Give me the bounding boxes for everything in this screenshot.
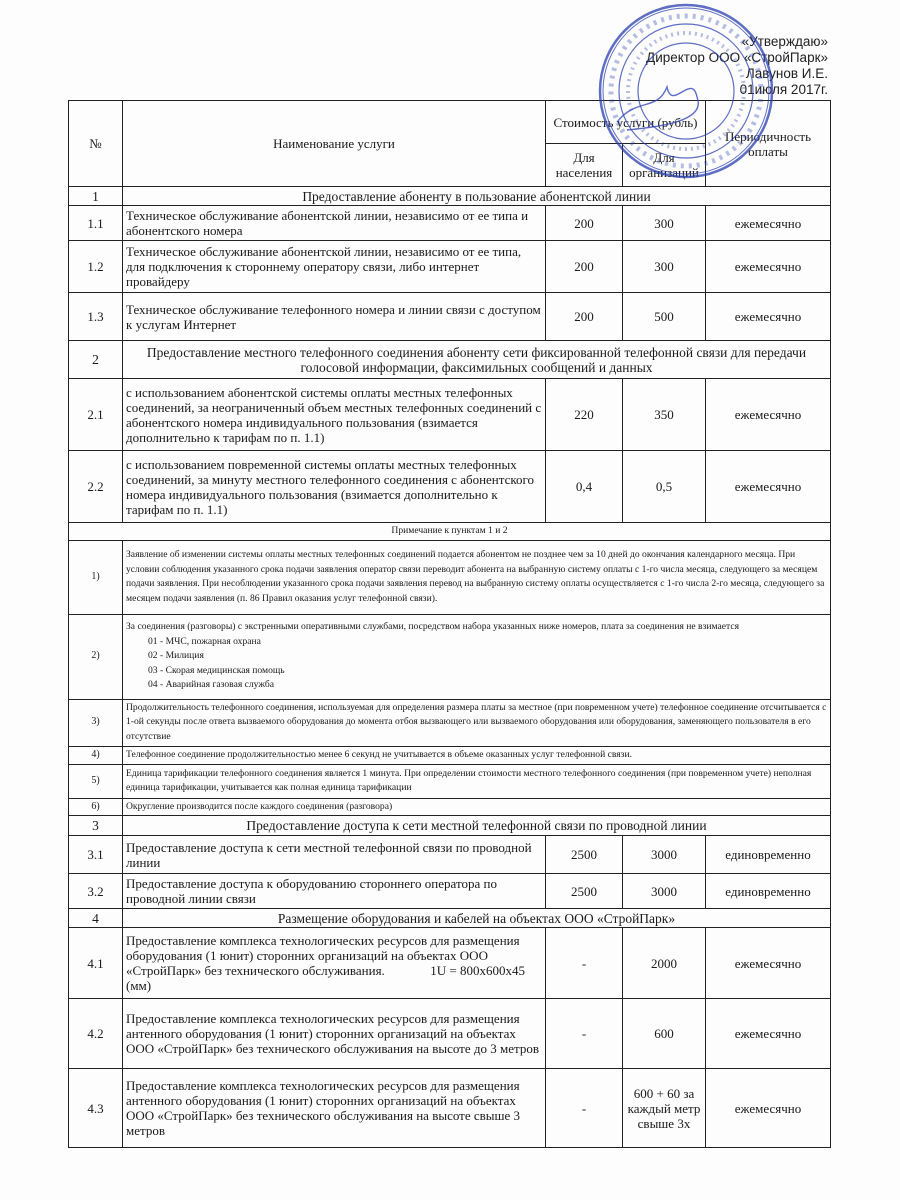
row-period: ежемесячно [706, 293, 831, 341]
table-row [69, 1069, 831, 1148]
emergency-number: 01 - МЧС, пожарная охрана [148, 635, 261, 647]
row-name: с использованием абонентской системы оплаты местных телефонных соединений, за неограниченный объем местных телефонных соединений с абонентского номера индивидуального пользования (взимается дополнительно к тарифам по п. 1.1) [123, 379, 546, 451]
note-text: Единица тарификации телефонного соединения является 1 минута. При определении стоимости местного телефонного соединения (при повременном учете) неполная единица тарификации, учитывается как полная единица тарификации [123, 764, 831, 798]
emergency-number: 03 - Скорая медицинская помощь [148, 664, 285, 676]
row-num: 3.1 [69, 836, 123, 874]
table-row [69, 206, 831, 241]
table-row [69, 451, 831, 523]
row-num: 4.3 [69, 1069, 123, 1148]
row-pop: 0,4 [546, 451, 623, 523]
section-row [69, 816, 831, 836]
header-period: Периодичность оплаты [706, 101, 831, 187]
row-period: ежемесячно [706, 206, 831, 241]
row-name: Техническое обслуживание абонентской линии, независимо от ее типа и абонентского номера [123, 206, 546, 241]
note-num: 5) [69, 764, 123, 798]
note-row [69, 540, 831, 614]
row-org: 3000 [623, 874, 706, 909]
note-text: Округление производится после каждого соединения (разговора) [123, 798, 831, 816]
row-pop: - [546, 1069, 623, 1148]
row-org: 600 + 60 за каждый метр свыше 3х [623, 1069, 706, 1148]
row-name: Техническое обслуживание телефонного номера и линии связи с доступом к услугам Интернет [123, 293, 546, 341]
row-num: 2.2 [69, 451, 123, 523]
note-text: Телефонное соединение продолжительностью менее 6 секунд не учитывается в объеме оказанных услуг телефонной связи. [123, 746, 831, 764]
section-row [69, 909, 831, 928]
note-row [69, 614, 831, 699]
row-pop: 2500 [546, 874, 623, 909]
row-period: ежемесячно [706, 928, 831, 999]
row-org: 600 [623, 999, 706, 1069]
approval-line: Директор ООО «СтройПарк» [646, 50, 828, 65]
row-name: Предоставление комплекса технологических ресурсов для размещения антенного оборудования (1 юнит) сторонних организаций на объектах ООО «СтройПарк» без технического обслуживания на высоте до 3 метров [123, 999, 546, 1069]
row-num: 4.1 [69, 928, 123, 999]
header-cost: Стоимость услуги (рубль) [546, 101, 706, 144]
row-pop: - [546, 999, 623, 1069]
row-org: 0,5 [623, 451, 706, 523]
table-row [69, 836, 831, 874]
row-org: 3000 [623, 836, 706, 874]
note-text: Заявление об изменении системы оплаты местных телефонных соединений подается абонентом не позднее чем за 10 дней до окончания календарного месяца. При условии соблюдения указанного срока подачи заявления оператор связи переводит абонента на выбранную систему оплаты с 1-го числа месяца, следующего за месяцем подачи заявления. При несоблюдении указанного срока подачи заявления перевод на выбранную систему оплаты осуществляется с 1-го числа 2-го месяца, следующего за месяцем подачи заявления (п. 86 Правил оказания услуг телефонной связи). [123, 540, 831, 614]
section-num: 4 [69, 909, 123, 928]
note-row [69, 746, 831, 764]
note-text [123, 614, 831, 699]
table-row [69, 293, 831, 341]
row-name: Предоставление доступа к оборудованию стороннего оператора по проводной линии связи [123, 874, 546, 909]
table-row [69, 379, 831, 451]
row-num: 3.2 [69, 874, 123, 909]
approval-line: 01июля 2017г. [739, 82, 828, 97]
row-name: Предоставление комплекса технологических ресурсов для размещения оборудования (1 юнит) сторонних организаций на объектах ООО «СтройПарк» без технического обслуживания. 1U = 800х600х45 (мм) [123, 928, 546, 999]
note-row [69, 764, 831, 798]
row-name: Техническое обслуживание абонентской линии, независимо от ее типа, для подключения к стороннему оператору связи, либо интернет провайдеру [123, 241, 546, 293]
row-period: ежемесячно [706, 1069, 831, 1148]
table-row [69, 874, 831, 909]
note-row [69, 699, 831, 746]
note-num: 3) [69, 699, 123, 746]
row-org: 500 [623, 293, 706, 341]
row-num: 1.2 [69, 241, 123, 293]
row-num: 4.2 [69, 999, 123, 1069]
section-row [69, 341, 831, 379]
row-name: Предоставление комплекса технологических ресурсов для размещения антенного оборудования (1 юнит) сторонних организаций на объектах ООО «СтройПарк» без технического обслуживания на высоте свыше 3 метров [123, 1069, 546, 1148]
note-row [69, 798, 831, 816]
notes-title: Примечание к пунктам 1 и 2 [69, 523, 831, 541]
row-name: с использованием повременной системы оплаты местных телефонных соединений, за минуту местного телефонного соединения с абонентского номера индивидуального пользования (взимается дополнительно к тарифам по п. 1.1) [123, 451, 546, 523]
emergency-number: 02 - Милиция [148, 650, 204, 662]
section-title: Предоставление местного телефонного соединения абоненту сети фиксированной телефонной связи для передачи голосовой информации, факсимильных сообщений и данных [123, 341, 831, 379]
header-name: Наименование услуги [123, 101, 546, 187]
section-title: Предоставление абоненту в пользование абонентской линии [123, 187, 831, 206]
row-pop: - [546, 928, 623, 999]
approval-block [646, 34, 828, 98]
section-num: 2 [69, 341, 123, 379]
row-period: ежемесячно [706, 379, 831, 451]
note-text-main: За соединения (разговоры) с экстренными оперативными службами, посредством набора указанных ниже номеров, плата за соединения не взимается [126, 621, 740, 633]
row-pop: 220 [546, 379, 623, 451]
tariff-table [68, 100, 831, 1148]
row-period: ежемесячно [706, 451, 831, 523]
row-name: Предоставление доступа к сети местной телефонной связи по проводной линии [123, 836, 546, 874]
note-num: 1) [69, 540, 123, 614]
note-num: 4) [69, 746, 123, 764]
row-num: 1.1 [69, 206, 123, 241]
table-row [69, 999, 831, 1069]
row-org: 350 [623, 379, 706, 451]
row-num: 2.1 [69, 379, 123, 451]
approval-line: Лавунов И.Е. [745, 66, 828, 81]
row-period: единовременно [706, 836, 831, 874]
row-org: 2000 [623, 928, 706, 999]
row-pop: 200 [546, 241, 623, 293]
header-num: № [69, 101, 123, 187]
header-pop: Для населения [546, 144, 623, 187]
section-num: 3 [69, 816, 123, 836]
header-org: Для организаций [623, 144, 706, 187]
note-text: Продолжительность телефонного соединения, используемая для определения размера платы за местное (при повременном учете) телефонное соединение отсчитывается с 1-ой секунды после ответа вызваемого оборудования до момента отбоя вызвающего или вызваемого оборудования или оборудования, заменяющего пользователя в его отсутствие [123, 699, 831, 746]
section-row [69, 187, 831, 206]
section-title: Размещение оборудования и кабелей на объектах ООО «СтройПарк» [123, 909, 831, 928]
section-title: Предоставление доступа к сети местной телефонной связи по проводной линии [123, 816, 831, 836]
row-pop: 200 [546, 293, 623, 341]
row-period: единовременно [706, 874, 831, 909]
table-row [69, 241, 831, 293]
note-num: 2) [69, 614, 123, 699]
row-org: 300 [623, 206, 706, 241]
row-pop: 2500 [546, 836, 623, 874]
section-num: 1 [69, 187, 123, 206]
emergency-number: 04 - Аварийная газовая служба [148, 679, 274, 691]
row-period: ежемесячно [706, 241, 831, 293]
approval-line: «Утверждаю» [741, 34, 828, 49]
row-period: ежемесячно [706, 999, 831, 1069]
row-num: 1.3 [69, 293, 123, 341]
table-row [69, 928, 831, 999]
row-org: 300 [623, 241, 706, 293]
row-pop: 200 [546, 206, 623, 241]
note-num: 6) [69, 798, 123, 816]
